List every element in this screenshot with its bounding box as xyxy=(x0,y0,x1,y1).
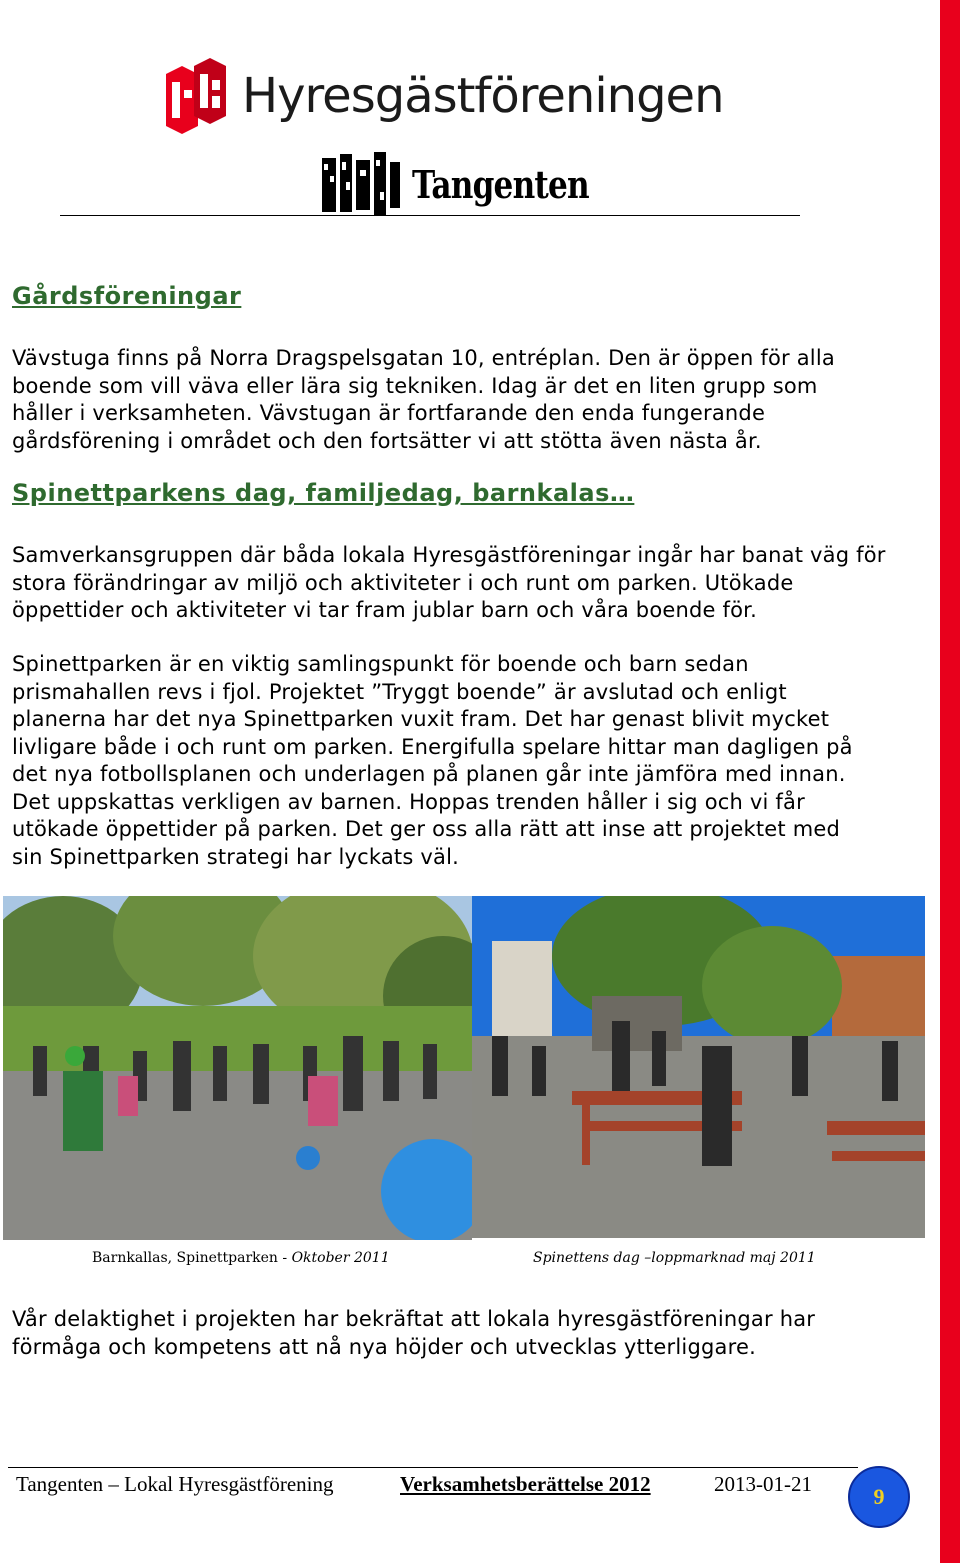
photo-spinettens-dag xyxy=(472,896,925,1238)
photo-caption-1 xyxy=(92,1250,390,1266)
footer-org: Tangenten – Lokal Hyresgästförening xyxy=(16,1472,334,1496)
right-accent-bar xyxy=(940,0,960,1563)
section-body-gardsforeningar: Vävstuga finns på Norra Dragspelsgatan 10, entréplan. Den är öppen för alla boende som vill väva eller lära sig tekniken. Idag är det en liten grupp som håller i verksamheten. Vävstugan är fortfarande den enda fungerande gårdsförening i området och den fortsätter vi att stötta även nästa år. xyxy=(12,346,835,453)
section-title-spinettparken: Spinettparkens dag, familjedag, barnkalas… xyxy=(12,479,635,507)
caption-2-text: Spinettens dag –loppmarknad maj 2011 xyxy=(533,1250,816,1266)
header-divider xyxy=(60,215,800,216)
caption-1-date: Oktober 2011 xyxy=(291,1250,390,1266)
section-title-gardsforeningar: Gårdsföreningar xyxy=(12,282,242,310)
building-logo-icon xyxy=(160,56,232,136)
section-body-spinettparken-1: Samverkansgruppen där båda lokala Hyresgästföreningar ingår har banat väg för stora förändringar av miljö och aktiviteter i och runt om parken. Utökade öppettider och aktiviteter vi tar fram jublar barn och våra boende för. xyxy=(12,543,886,622)
page-number-badge: 9 xyxy=(848,1466,910,1528)
org-logo xyxy=(160,56,740,136)
footer-report-title: Verksamhetsberättelse 2012 xyxy=(400,1472,651,1496)
tangenten-wordmark: Tangenten xyxy=(412,162,589,207)
org-name: Hyresgästföreningen xyxy=(242,68,724,124)
section-body-spinettparken-2: Spinettparken är en viktig samlingspunkt för boende och barn sedan prismahallen revs i fjol. Projektet ”Tryggt boende” är avslutad och enligt planerna har det nya Spinettparken vuxit fram. Det har genast blivit mycket livligare både i och runt om parken. Energifulla spelare hittar man dagligen på det nya fotbollsplanen och underlagen på planen går inte jämföra med innan. Det uppskattas verkligen av barnen. Hoppas trenden håller i sig och vi får utökade öppettider på parken. Det ger oss alla rätt att inse att projektet med sin Spinettparken strategi har lyckats väl. xyxy=(12,652,853,869)
footer-divider xyxy=(8,1467,858,1468)
tangenten-logo xyxy=(320,152,589,218)
caption-1-place: Barnkallas, Spinettparken - xyxy=(92,1250,292,1266)
photo-barnkalas xyxy=(3,896,472,1240)
piano-keys-icon xyxy=(320,152,402,216)
closing-paragraph: Vår delaktighet i projekten har bekräftat att lokala hyresgästföreningar har förmåga och kompetens att nå nya höjder och utvecklas ytterliggare. xyxy=(12,1307,816,1359)
footer-date: 2013-01-21 xyxy=(714,1472,812,1496)
photo-caption-2 xyxy=(533,1250,816,1266)
